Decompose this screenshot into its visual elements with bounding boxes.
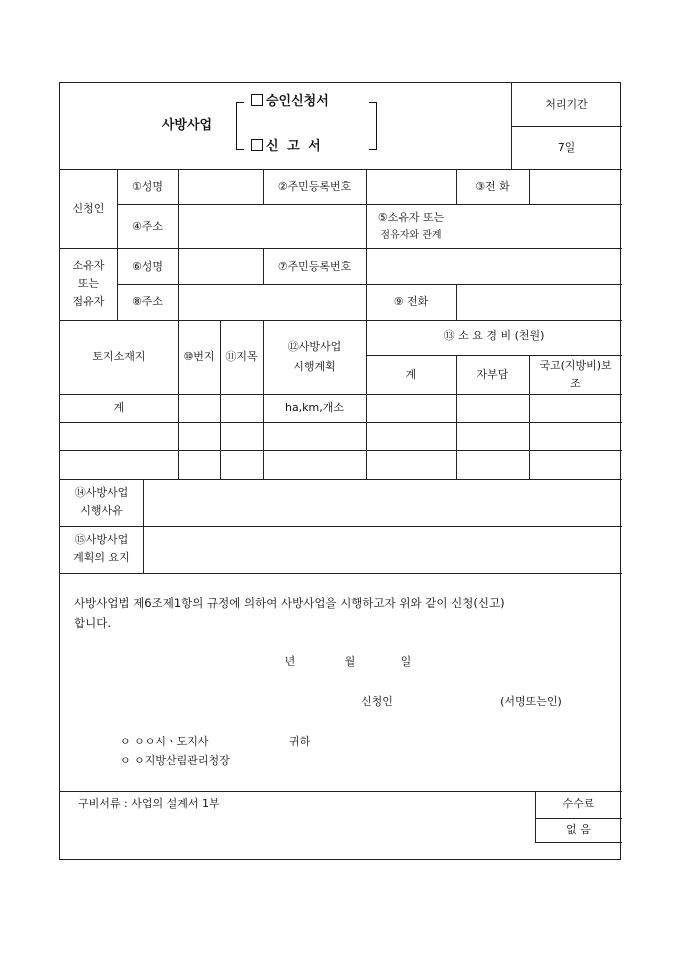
owner-phone-label: ⑨ 전화 <box>393 295 429 308</box>
left-bracket <box>236 102 244 150</box>
owner-address-label: ⑧주소 <box>131 295 164 308</box>
declaration-text-line1: 사방사업법 제6조제1항의 규정에 의하여 사방사업을 시행하고자 위와 같이 신청(신고) <box>74 596 505 610</box>
cost-header: ⑬ 소 요 경 비 (천원) <box>443 329 545 342</box>
relation-label-line1: ⑤소유자 또는 <box>377 211 445 224</box>
reason-label-line1: ⑭사방사업 <box>74 486 129 499</box>
reason-label-line2: 시행사유 <box>80 504 123 517</box>
summary-label-line1: ⑮사방사업 <box>74 533 129 546</box>
summary-label-line2: 계획의 요지 <box>73 551 130 564</box>
owner-label-line3: 점유자 <box>72 295 105 308</box>
applicant-phone-label: ③전 화 <box>475 180 510 193</box>
approval-option[interactable] <box>251 94 329 110</box>
right-bracket <box>369 102 377 150</box>
lot-number-header: ⑩번지 <box>183 350 215 363</box>
total-row-label: 계 <box>113 401 125 414</box>
applicant-name-label: ①성명 <box>131 180 164 193</box>
cost-subsidy-header-line2: 조 <box>570 377 581 390</box>
applicant-id-label: ②주민등록번호 <box>277 180 352 193</box>
owner-name-label: ⑥성명 <box>131 260 164 273</box>
checkbox-icon <box>251 94 263 106</box>
date-day-label: 일 <box>400 655 412 668</box>
fee-value: 없 음 <box>566 823 591 836</box>
owner-label-line2: 또는 <box>77 277 100 290</box>
report-option-label: 신 고 서 <box>266 139 323 154</box>
recipient-governor: ㅇ ㅇㅇ시ㆍ도지사 <box>120 735 209 748</box>
application-form <box>59 82 621 860</box>
processing-period-label: 처리기간 <box>545 98 588 111</box>
land-location-header: 토지소재지 <box>92 350 146 363</box>
fee-label: 수수료 <box>562 797 595 810</box>
cost-subsidy-header-line1: 국고(지방비)보 <box>539 359 612 372</box>
required-documents: 구비서류 : 사업의 설계서 1부 <box>78 797 220 810</box>
cost-self-header: 자부담 <box>476 368 509 381</box>
plan-header-line1: ⑫사방사업 <box>287 340 342 353</box>
recipient-forest-office: ㅇ ㅇ지방산림관리청장 <box>120 754 230 767</box>
cost-total-header: 계 <box>405 368 417 381</box>
declaration-text-line2: 합니다. <box>74 616 111 630</box>
processing-period-value: 7일 <box>557 141 576 154</box>
applicant-address-label: ④주소 <box>131 220 164 233</box>
applicant-label: 신청인 <box>72 202 105 215</box>
date-year-label: 년 <box>284 655 296 668</box>
date-month-label: 월 <box>344 655 356 668</box>
report-option[interactable] <box>251 139 323 155</box>
approval-option-label: 승인신청서 <box>266 94 329 109</box>
checkbox-icon <box>251 139 263 151</box>
signature-placeholder: (서명또는인) <box>500 695 562 708</box>
owner-label-line1: 소유자 <box>72 259 105 272</box>
applicant-sign-label: 신청인 <box>361 695 393 708</box>
land-type-header: ⑪지목 <box>225 350 258 363</box>
recipient-honorific: 귀하 <box>289 735 311 748</box>
relation-label-line2: 점유자와 관계 <box>380 230 442 241</box>
plan-header-line2: 시행계획 <box>293 360 336 373</box>
owner-id-label: ⑦주민등록번호 <box>277 260 352 273</box>
form-title: 사방사업 <box>161 118 213 133</box>
unit-label: ha,km,개소 <box>284 401 345 414</box>
